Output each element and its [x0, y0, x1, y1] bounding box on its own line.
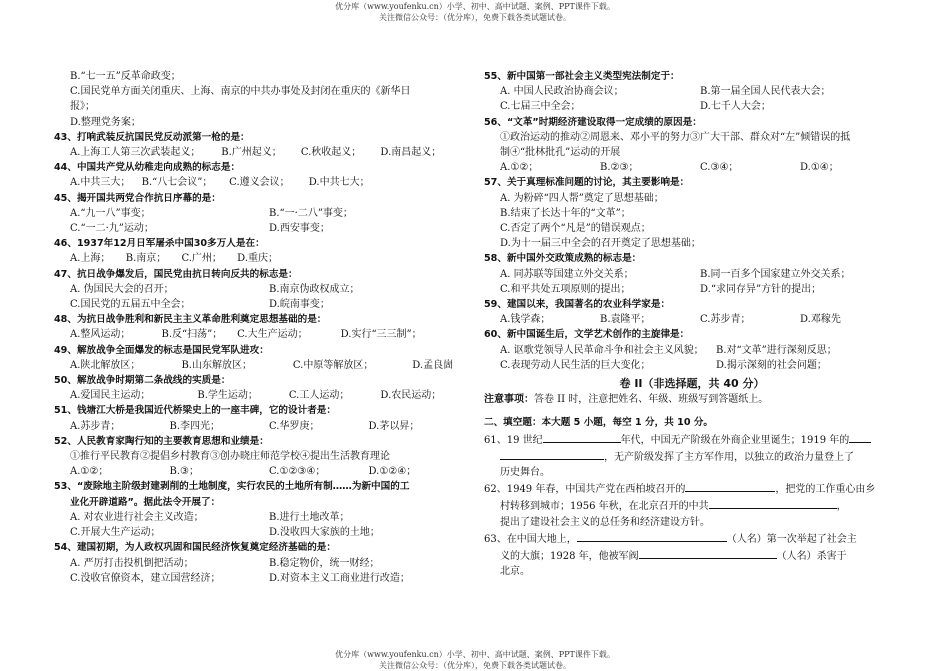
- page-header: [0, 1, 950, 23]
- q51-option-b: B.李四光；: [169, 420, 221, 432]
- q45-options-2: [54, 221, 468, 236]
- q50-stem: 50、解放战争时期第二条战线的实质是：: [54, 375, 231, 387]
- q44-option-a: A.中共三大；: [70, 177, 131, 189]
- q59-options: [484, 312, 900, 327]
- q51-option-c: C.华罗庚；: [269, 420, 320, 432]
- q44-option-b: B.“八七会议”；: [141, 177, 213, 189]
- q53-options-1: [54, 510, 468, 525]
- q45-option-a: A.“九一八”事变；: [70, 207, 151, 219]
- q42-option-c-line2: 报》；: [70, 101, 95, 113]
- q61-text-d: 历史舞台。: [500, 467, 550, 479]
- q44-option-c: C.遵义会议；: [229, 177, 290, 189]
- q53-options-2: [54, 525, 468, 540]
- q43-option-c: C.秋收起义；: [300, 147, 362, 159]
- q47-option-d: D.皖南事变；: [269, 299, 330, 311]
- q61-text-a: 61、19 世纪: [484, 434, 543, 446]
- q49-option-d: D.孟良崮: [412, 359, 454, 371]
- q58-option-a: A. 同苏联等国建立外交关系；: [500, 268, 634, 280]
- q52-stem: 52、人民教育家陶行知的主要教育思想和业绩是：: [54, 435, 269, 447]
- q47-option-b: B.南京伪政权成立；: [269, 283, 360, 295]
- q48-option-d: D.实行“三三制”；: [340, 329, 422, 341]
- q63-text-a: 63、在中国大地上，: [484, 533, 577, 545]
- q42-option-b: B.“七一五”反革命政变；: [70, 71, 181, 82]
- footer-line-2: 关注微信公众号：（优分库），免费下载各类试题试卷。: [379, 661, 571, 670]
- q45-option-d: D.西安事变；: [269, 223, 330, 235]
- q56-option-a: A.①②；: [500, 162, 539, 174]
- q62: [484, 480, 900, 530]
- q61-text-b: 年代，中国无产阶级在外商企业里诞生；1919 年的: [620, 434, 850, 446]
- q56-option-b: B.②③；: [600, 162, 639, 174]
- q43-option-a: A.上海工人第三次武装起义；: [70, 147, 201, 159]
- q62-text-b: ，把党的工作重心由乡: [775, 484, 876, 496]
- q58-stem: 58、新中国外交政策成熟的标志是：: [484, 253, 642, 265]
- q50-option-a: A.爱国民主运动；: [70, 390, 151, 402]
- q60-option-b: B.对“文革”进行深刻反思；: [716, 344, 837, 356]
- q63-text-b: （人名）第一次举起了社会主: [726, 533, 857, 545]
- q50-options: [54, 388, 468, 403]
- q49-option-c: C.中原等解放区；: [292, 359, 374, 371]
- left-column: [54, 69, 468, 586]
- q49-options: [54, 358, 468, 373]
- q55-options-1: [484, 84, 900, 99]
- q60-option-c: C.表现劳动人民生活的巨大变化；: [500, 359, 651, 371]
- q49-option-b: B.山东解放区；: [181, 359, 252, 371]
- q44-options: [54, 175, 468, 190]
- q58-option-b: B.同一百多个国家建立外交关系；: [700, 268, 851, 280]
- q62-text-e: 提出了建设社会主义的总任务和经济建设方针。: [500, 516, 710, 528]
- section-ii-title: 卷 II（非选择题，共 40 分）: [619, 377, 765, 391]
- q47-options-1: [54, 282, 468, 297]
- q50-option-c: C.工人运动；: [288, 390, 350, 402]
- q53-stem-line1: 53、“废除地主阶级封建剥削的土地制度，实行农民的土地所有制……为新中国的工: [54, 481, 410, 493]
- q42-option-c-line1: C.国民党单方面关闭重庆、上海、南京的中共办事处及封闭在重庆的《新华日: [70, 86, 411, 98]
- q43-stem: 43、打响武装反抗国民党反动派第一枪的是：: [54, 131, 250, 143]
- q62-blank-2[interactable]: [709, 497, 837, 509]
- q53-stem-line2: 业化开辟道路”。据此法令开展了：: [70, 496, 221, 508]
- q47-stem: 47、抗日战争爆发后，国民党由抗日转向反共的标志是：: [54, 268, 298, 280]
- q63-text-e: 北京。: [500, 566, 530, 578]
- header-line-1: 优分库（www.youfenku.cn）小学、初中、高中试题、案例、PPT课件下载。: [335, 2, 615, 11]
- q46-option-c: C.广州；: [181, 253, 222, 265]
- attention-note: [484, 392, 900, 407]
- q52-option-d: D.①②④；: [368, 466, 417, 478]
- q57-stem: 57、关于真理标准问题的讨论，其主要影响是：: [484, 177, 690, 189]
- q62-blank-1[interactable]: [685, 480, 775, 492]
- q49-option-a: A.陕北解放区；: [70, 359, 141, 371]
- q63-text-c: 义的大旗；1928 年，他被军阀: [500, 551, 639, 563]
- q45-stem: 45、揭开国共两党合作抗日序幕的是：: [54, 192, 221, 204]
- q43-option-d: D.南昌起义；: [380, 147, 442, 159]
- footer-line-1: 优分库（www.youfenku.cn）小学、初中、高中试题、案例、PPT课件下载。: [335, 650, 615, 659]
- q60-stem: 60、新中国诞生后，文学艺术创作的主旋律是：: [484, 329, 690, 341]
- q49-stem: 49、解放战争全面爆发的标志是国民党军队进攻：: [54, 344, 269, 356]
- q45-option-b: B.“一·二八”事变；: [269, 207, 353, 219]
- q56-option-c: C.③④；: [700, 162, 739, 174]
- q52-option-c: C.①②③④；: [269, 466, 326, 478]
- note-text: 答卷 II 时，注意把姓名、年级、班级写到答题纸上。: [534, 394, 769, 406]
- q59-option-b: B.袁隆平；: [600, 314, 651, 326]
- q50-option-b: B.学生运动；: [197, 390, 258, 402]
- q55-option-c: C.七届三中全会；: [500, 101, 581, 113]
- q56-items-line1: ①政治运动的推动②周恩来、邓小平的努力③广大干部、群众对“左”倾错误的抵: [500, 131, 851, 143]
- q46-option-b: B.南京；: [125, 253, 167, 265]
- q60-options-1: [484, 343, 900, 358]
- q50-option-d: D.农民运动；: [380, 390, 442, 402]
- q57-option-b: B.结束了长达十年的“文革”；: [500, 207, 631, 219]
- q45-options-1: [54, 206, 468, 221]
- q48-stem: 48、为抗日战争胜利和新民主主义革命胜利奠定思想基础的是：: [54, 314, 327, 326]
- q55-option-b: B.第一届全国人民代表大会；: [700, 86, 831, 98]
- q63-text-d: （人名）杀害于: [776, 551, 847, 563]
- q52-items: ①推行平民教育②提倡乡村教育③创办晓庄师范学校④提出生活教育理论: [70, 451, 390, 463]
- q48-option-b: B.反“扫荡”；: [161, 329, 223, 341]
- q54-option-a: A. 严厉打击投机倒把活动；: [70, 557, 194, 569]
- q51-option-d: D.茅以昇；: [368, 420, 420, 432]
- q63-blank-2[interactable]: [639, 547, 777, 559]
- q59-option-d: D.邓稼先: [800, 314, 841, 326]
- q56-options: [484, 160, 900, 175]
- q57-option-d: D.为十一届三中全会的召开奠定了思想基础；: [500, 238, 701, 250]
- q52-options: [54, 464, 468, 479]
- q57-option-c: C.否定了两个“凡是”的错误观点；: [500, 223, 651, 235]
- q61: [484, 431, 900, 481]
- q46-option-d: D.重庆；: [237, 253, 278, 265]
- right-column: [484, 69, 900, 580]
- q55-option-a: A. 中国人民政治协商会议；: [500, 86, 624, 98]
- q57-option-a: A. 为粉碎“四人帮”奠定了思想基础；: [500, 192, 664, 204]
- q43-option-b: B.广州起义；: [221, 147, 282, 159]
- q48-options: [54, 327, 468, 342]
- q51-stem: 51、钱塘江大桥是我国近代桥梁史上的一座丰碑，它的设计者是：: [54, 405, 336, 417]
- q54-options-2: [54, 571, 468, 586]
- q62-text-c: 村转移到城市；1956 年秋，在北京召开的中共: [500, 501, 709, 513]
- q42-option-d: D.整理党务案；: [70, 116, 141, 128]
- q55-option-d: D.七千人大会；: [700, 101, 771, 113]
- q46-stem: 46、1937年12月日军屠杀中国30多万人是在：: [54, 238, 265, 250]
- q54-options-1: [54, 556, 468, 571]
- q44-option-d: D.中共七大；: [308, 177, 370, 189]
- q60-option-a: A. 讴歌党领导人民革命斗争和社会主义风貌；: [500, 344, 704, 356]
- q62-text-a: 62、1949 年春，中国共产党在西柏坡召开的: [484, 484, 686, 496]
- q46-options: [54, 251, 468, 266]
- q59-option-a: A.钱学森；: [500, 314, 551, 326]
- q54-option-c: C.没收官僚资本，建立国营经济；: [70, 572, 221, 584]
- q53-option-d: D.没收四大家族的土地；: [269, 527, 380, 539]
- q47-option-a: A. 伪国民大会的召开；: [70, 283, 174, 295]
- note-label: 注意事项：: [484, 394, 534, 406]
- q45-option-c: C.“一二·九”运动；: [70, 223, 154, 235]
- q48-option-c: C.大生产运动；: [237, 329, 308, 341]
- q54-option-b: B.稳定物价，统一财经；: [269, 557, 380, 569]
- q48-option-a: A.整风运动；: [70, 329, 131, 341]
- q54-stem: 54、建国初期，为人政权巩固和国民经济恢复奠定经济基础的是：: [54, 542, 336, 554]
- q56-stem: 56、“文革”时期经济建设取得一定成绩的原因是：: [484, 116, 702, 128]
- q58-options-1: [484, 267, 900, 282]
- q53-option-c: C.开展大生产运动；: [70, 527, 161, 539]
- q59-stem: 59、建国以来，我国著名的农业科学家是：: [484, 299, 671, 311]
- q52-option-b: B.③；: [169, 466, 199, 478]
- q55-stem: 55、新中国第一部社会主义类型宪法制定于：: [484, 71, 680, 82]
- q53-option-a: A. 对农业进行社会主义改造；: [70, 511, 204, 523]
- q44-stem: 44、中国共产党从幼稚走向成熟的标志是：: [54, 162, 241, 174]
- q56-option-d: D.①④；: [800, 162, 839, 174]
- q63-blank-1[interactable]: [577, 530, 727, 542]
- q43-options: [54, 145, 468, 160]
- q56-items-line2: 制④“批林批孔”运动的开展: [500, 147, 621, 159]
- q61-blank-1[interactable]: [543, 431, 621, 443]
- q53-option-b: B.进行土地改革；: [269, 511, 350, 523]
- q47-option-c: C.国民党的五届五中全会；: [70, 299, 191, 311]
- q51-options: [54, 419, 468, 434]
- q46-option-a: A.上海；: [70, 253, 111, 265]
- q47-options-2: [54, 297, 468, 312]
- q61-text-c: ，无产阶级发挥了主方军作用，以独立的政治力量登上了: [604, 451, 854, 463]
- q58-option-d: D.“求同存异”方针的提出；: [700, 283, 822, 295]
- q51-option-a: A.苏步青；: [70, 420, 121, 432]
- q63: [484, 530, 900, 580]
- q61-blank-3[interactable]: [500, 448, 604, 460]
- q55-options-2: [484, 99, 900, 114]
- q60-option-d: D.揭示深刻的社会问题；: [716, 359, 827, 371]
- q54-option-d: D.对资本主义工商业进行改造；: [269, 572, 410, 584]
- q60-options-2: [484, 358, 900, 373]
- part2-title: 二、填空题：本大题 5 小题，每空 1 分，共 10 分。: [484, 417, 714, 429]
- q61-blank-2[interactable]: [849, 431, 871, 443]
- q62-text-d: ，: [836, 501, 847, 513]
- q59-option-c: C.苏步青；: [700, 314, 751, 326]
- header-line-2: 关注微信公众号：（优分库），免费下载各类试题试卷。: [379, 13, 571, 22]
- q52-option-a: A.①②；: [70, 466, 109, 478]
- page-footer: [0, 649, 950, 671]
- q58-option-c: C.和平共处五项原则的提出；: [500, 283, 631, 295]
- q58-options-2: [484, 282, 900, 297]
